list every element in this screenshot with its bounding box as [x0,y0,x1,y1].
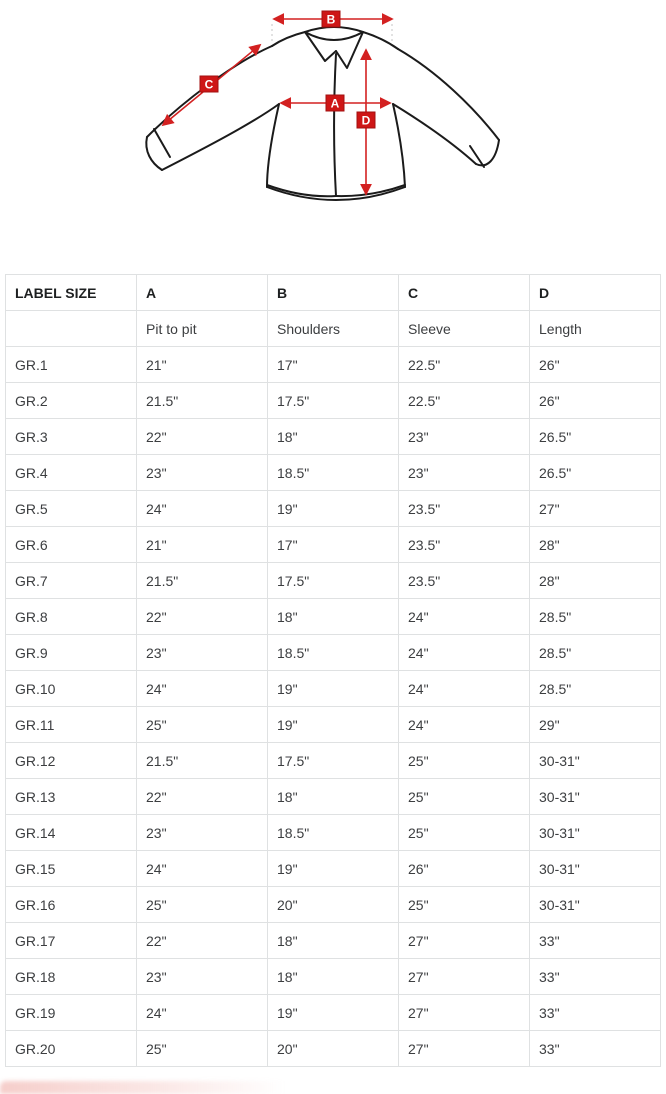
table-row [6,779,661,815]
row-label: GR.20 [6,1031,137,1067]
table-row [6,527,661,563]
table-cell: 25" [137,1031,268,1067]
row-label: GR.13 [6,779,137,815]
table-cell: 24" [399,671,530,707]
col-header-b: B [268,275,399,311]
body-right [393,104,405,187]
sleeve-left-inner [162,104,279,170]
row-label: GR.15 [6,851,137,887]
table-cell: 19" [268,491,399,527]
table-row [6,815,661,851]
table-cell: 21.5" [137,383,268,419]
table-cell: 23" [137,635,268,671]
table-cell: 27" [530,491,661,527]
table-row [6,599,661,635]
col-header-d: D [530,275,661,311]
size-table-section [5,274,661,1067]
sleeve-right-inner [393,104,476,164]
table-cell: 22" [137,419,268,455]
table-cell: 26" [399,851,530,887]
table-cell: 26.5" [530,455,661,491]
table-cell: 24" [137,995,268,1031]
table-cell: 30-31" [530,743,661,779]
table-cell: 23" [137,455,268,491]
table-cell: 23" [137,959,268,995]
table-cell: 23.5" [399,527,530,563]
table-cell: 17.5" [268,743,399,779]
measure-letter-c: C [204,77,214,92]
table-cell: 21.5" [137,563,268,599]
table-cell: 24" [399,635,530,671]
table-cell: 19" [268,995,399,1031]
table-row [6,707,661,743]
table-cell: 23" [137,815,268,851]
table-cell: 17.5" [268,383,399,419]
table-cell: 23" [399,419,530,455]
table-cell: 18" [268,779,399,815]
table-row [6,743,661,779]
measure-letter-d: D [361,113,371,128]
table-cell: 18" [268,599,399,635]
table-cell: 29" [530,707,661,743]
table-row [6,959,661,995]
table-cell: 24" [137,491,268,527]
table-row [6,671,661,707]
table-cell: 17.5" [268,563,399,599]
table-cell: 27" [399,923,530,959]
table-cell: 22.5" [399,383,530,419]
table-row [6,563,661,599]
measure-letter-b: B [326,12,336,27]
shoulder-left [272,32,305,46]
table-cell: 22.5" [399,347,530,383]
collar-neckline [305,32,363,40]
table-cell: 19" [268,707,399,743]
table-cell: 17" [268,347,399,383]
table-row [6,1031,661,1067]
bottom-left-pink-artifact [0,1081,300,1094]
table-cell: 21" [137,527,268,563]
table-cell: 28.5" [530,635,661,671]
table-row [6,455,661,491]
subheader-pit-to-pit: Pit to pit [137,311,268,347]
table-cell: 28" [530,527,661,563]
table-row [6,851,661,887]
table-row [6,419,661,455]
table-cell: 26" [530,347,661,383]
sleeve-right-outer [398,49,499,140]
subheader-length: Length [530,311,661,347]
table-cell: 25" [399,779,530,815]
table-cell: 20" [268,1031,399,1067]
table-cell: 18.5" [268,815,399,851]
row-label: GR.2 [6,383,137,419]
measure-label-a [326,95,344,111]
table-cell: 17" [268,527,399,563]
table-cell: 21.5" [137,743,268,779]
table-cell: 33" [530,923,661,959]
table-cell: 18.5" [268,455,399,491]
body-left [267,104,279,187]
table-cell: 24" [137,671,268,707]
table-row [6,383,661,419]
table-cell: 20" [268,887,399,923]
table-cell: 30-31" [530,779,661,815]
row-label: GR.4 [6,455,137,491]
table-header-row [6,275,661,311]
table-cell: 28.5" [530,671,661,707]
subheader-shoulders: Shoulders [268,311,399,347]
table-cell: 25" [399,815,530,851]
table-cell: 21" [137,347,268,383]
table-row [6,635,661,671]
col-header-c: C [399,275,530,311]
measure-label-d [357,112,375,128]
collar-left-flap [305,32,336,61]
row-label: GR.11 [6,707,137,743]
table-cell: 23.5" [399,563,530,599]
table-cell: 18" [268,959,399,995]
table-cell: 19" [268,671,399,707]
table-cell: 24" [399,599,530,635]
table-cell: 24" [399,707,530,743]
shirt-outline [146,27,499,200]
table-row [6,347,661,383]
row-label: GR.14 [6,815,137,851]
table-cell: 33" [530,995,661,1031]
row-label: GR.1 [6,347,137,383]
measure-label-c [200,76,218,92]
subheader-empty [6,311,137,347]
cuff-left-seam [154,129,170,157]
table-cell: 22" [137,779,268,815]
table-cell: 27" [399,959,530,995]
table-cell: 25" [137,707,268,743]
row-label: GR.3 [6,419,137,455]
table-cell: 28" [530,563,661,599]
table-cell: 23" [399,455,530,491]
table-cell: 33" [530,959,661,995]
table-row [6,491,661,527]
table-cell: 30-31" [530,851,661,887]
col-header-label-size: LABEL SIZE [6,275,137,311]
col-header-a: A [137,275,268,311]
table-row [6,995,661,1031]
table-cell: 18.5" [268,635,399,671]
table-row [6,887,661,923]
table-cell: 26.5" [530,419,661,455]
table-row [6,923,661,959]
cuff-left-cap [146,137,162,170]
row-label: GR.18 [6,959,137,995]
shirt-diagram-svg [0,0,666,240]
table-cell: 19" [268,851,399,887]
table-cell: 25" [399,743,530,779]
row-label: GR.7 [6,563,137,599]
table-cell: 30-31" [530,887,661,923]
placket-line [334,54,336,196]
table-cell: 28.5" [530,599,661,635]
table-cell: 26" [530,383,661,419]
row-label: GR.16 [6,887,137,923]
shirt-measurement-diagram [0,0,666,240]
table-subheader-row [6,311,661,347]
row-label: GR.10 [6,671,137,707]
table-cell: 22" [137,923,268,959]
row-label: GR.5 [6,491,137,527]
collar-top [305,27,363,32]
table-cell: 18" [268,419,399,455]
shoulder-right [363,32,398,49]
table-cell: 24" [137,851,268,887]
subheader-sleeve: Sleeve [399,311,530,347]
table-cell: 25" [137,887,268,923]
measure-letter-a: A [330,96,340,111]
table-cell: 27" [399,1031,530,1067]
row-label: GR.6 [6,527,137,563]
row-label: GR.8 [6,599,137,635]
row-label: GR.19 [6,995,137,1031]
table-cell: 27" [399,995,530,1031]
table-cell: 22" [137,599,268,635]
row-label: GR.9 [6,635,137,671]
row-label: GR.17 [6,923,137,959]
table-cell: 18" [268,923,399,959]
row-label: GR.12 [6,743,137,779]
measure-label-b [322,11,340,27]
table-cell: 23.5" [399,491,530,527]
table-cell: 30-31" [530,815,661,851]
table-cell: 25" [399,887,530,923]
table-cell: 33" [530,1031,661,1067]
size-table [5,274,661,1067]
